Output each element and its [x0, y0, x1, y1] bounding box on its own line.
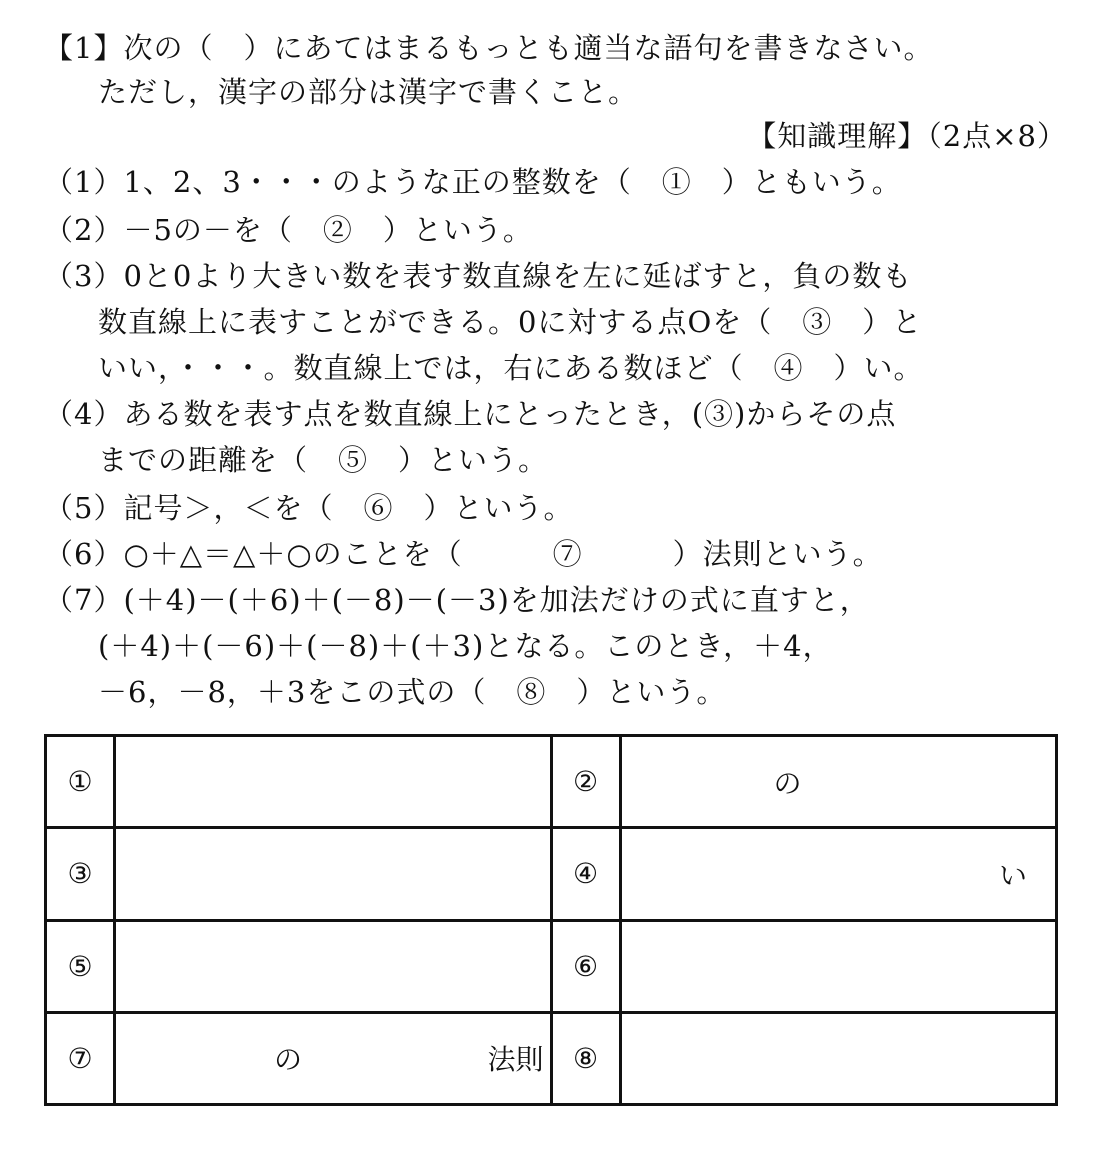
question-5: （5）記号＞，＜を（ ⑥ ）という。	[44, 491, 574, 525]
table-row	[46, 920, 1057, 1012]
answer-box-2[interactable]	[620, 736, 1057, 828]
table-row	[46, 828, 1057, 920]
answer-label-7: ⑦	[46, 1012, 115, 1104]
question-2: （2）－5の－を（ ② ）という。	[44, 213, 533, 247]
answer-label-1: ①	[46, 736, 115, 828]
answer-label-6: ⑥	[551, 920, 620, 1012]
question-4-line-2: までの距離を（ ⑤ ）という。	[98, 443, 549, 477]
answer-7-hint-housoku: 法則	[487, 1043, 544, 1077]
answer-box-6[interactable]	[620, 920, 1057, 1012]
answer-box-1[interactable]	[115, 736, 552, 828]
answer-4-hint: い	[998, 858, 1027, 892]
instruction-line-1: 【1】次の（ ）にあてはまるもっとも適当な語句を書きなさい。	[44, 31, 934, 65]
answer-table	[44, 734, 1058, 1106]
question-1: （1）1、2、3・・・のような正の整数を（ ① ）ともいう。	[44, 165, 902, 199]
answer-label-8: ⑧	[551, 1012, 620, 1104]
question-3-line-2: 数直線上に表すことができる。0に対する点Oを（ ③ ）と	[98, 305, 923, 339]
instruction-line-2: ただし，漢字の部分は漢字で書くこと。	[98, 75, 639, 109]
answer-label-3: ③	[46, 828, 115, 920]
answer-box-7[interactable]	[115, 1012, 552, 1104]
answer-box-3[interactable]	[115, 828, 552, 920]
score-label: 【知識理解】（2点×8）	[747, 119, 1067, 153]
answer-label-5: ⑤	[46, 920, 115, 1012]
answer-box-8[interactable]	[620, 1012, 1057, 1104]
question-6: （6）○＋△＝△＋○のことを（ ⑦ ）法則という。	[44, 537, 883, 571]
table-row	[46, 1012, 1057, 1104]
answer-2-hint: の	[773, 766, 802, 800]
question-4-line-1: （4）ある数を表す点を数直線上にとったとき，(③)からその点	[44, 397, 897, 431]
question-3-line-1: （3）0と0より大きい数を表す数直線を左に延ばすと，負の数も	[44, 259, 913, 293]
table-row	[46, 736, 1057, 828]
answer-box-5[interactable]	[115, 920, 552, 1012]
answer-label-4: ④	[551, 828, 620, 920]
question-3-line-3: いい，・・・。数直線上では，右にある数ほど（ ④ ）い。	[98, 351, 924, 385]
question-7-line-1: （7）(＋4)－(＋6)＋(－8)－(－3)を加法だけの式に直すと，	[44, 583, 870, 617]
answer-7-hint-no: の	[274, 1043, 303, 1077]
question-7-line-3: －6，－8，＋3をこの式の（ ⑧ ）という。	[98, 675, 727, 709]
question-7-line-2: (＋4)＋(－6)＋(－8)＋(＋3)となる。このとき，＋4，	[98, 629, 833, 663]
answer-box-4[interactable]	[620, 828, 1057, 920]
answer-label-2: ②	[551, 736, 620, 828]
